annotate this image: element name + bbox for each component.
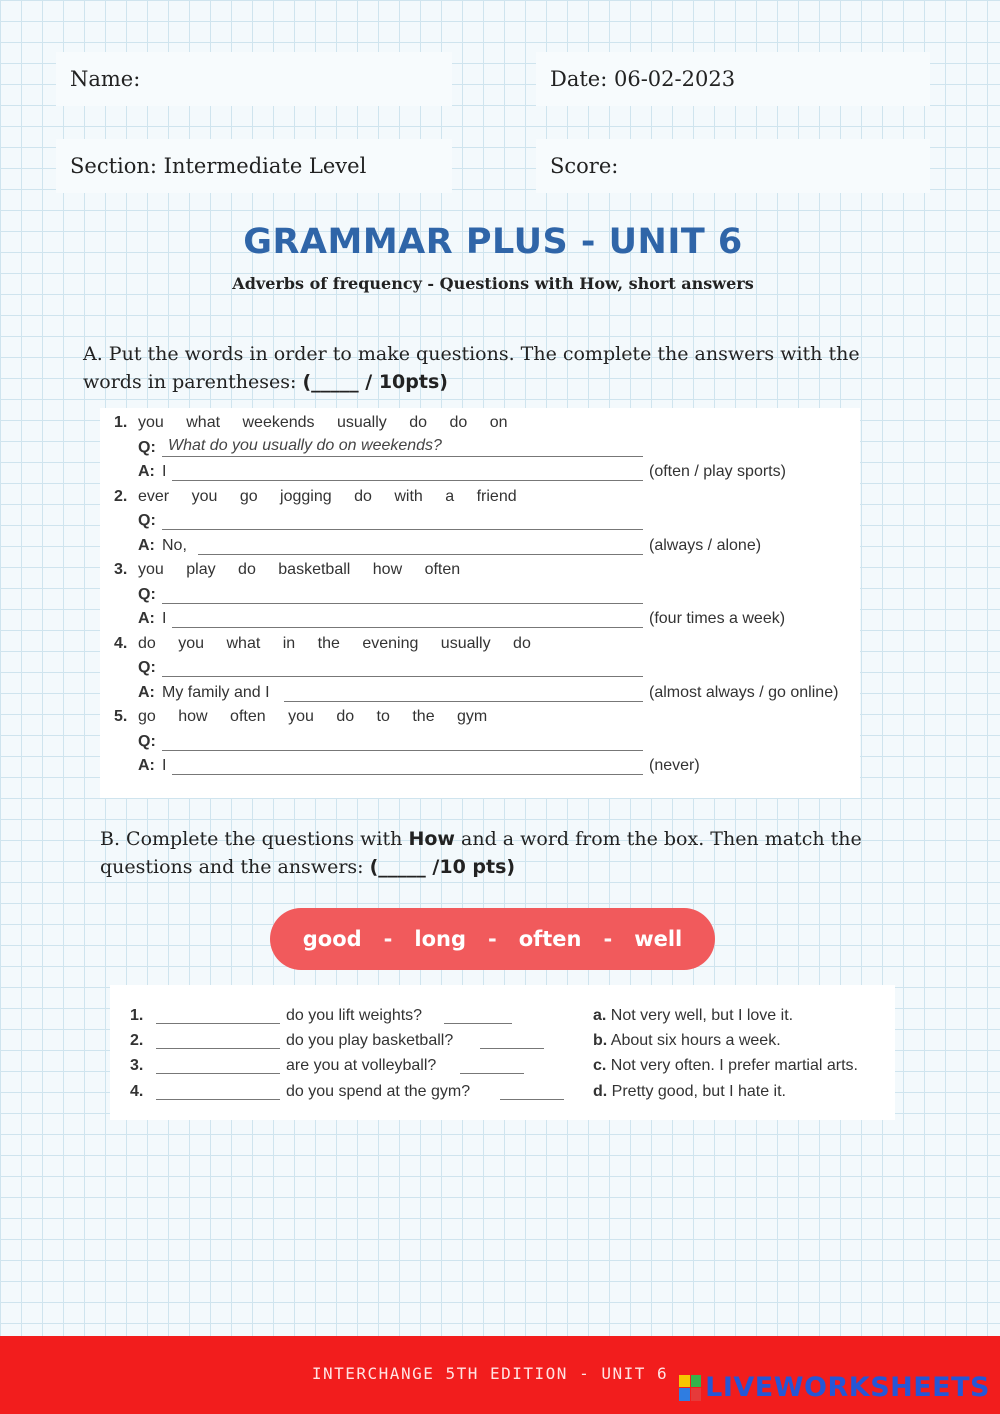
a-label: A: bbox=[138, 463, 155, 480]
brand-name: LIVEWORKSHEETS bbox=[705, 1372, 990, 1403]
section-b-instruction-pre: B. Complete the questions with bbox=[100, 828, 403, 850]
name-field[interactable] bbox=[56, 52, 452, 106]
question-row[interactable] bbox=[100, 512, 860, 534]
answer-line[interactable] bbox=[172, 480, 643, 481]
answer-hint: (often / play sports) bbox=[649, 463, 786, 480]
question-line[interactable] bbox=[162, 456, 643, 457]
question-line[interactable] bbox=[162, 676, 643, 677]
section-a-instruction-text: A. Put the words in order to make questions. The complete the answers with the words in parentheses: bbox=[83, 343, 860, 393]
question-text: do you play basketball? bbox=[286, 1032, 454, 1049]
answer-hint: (never) bbox=[649, 757, 700, 774]
item-number: 3. bbox=[114, 561, 128, 578]
section-b-instruction-post: and a word from the box. Then match the questions and the answers: bbox=[100, 828, 862, 878]
word-box-separator: - bbox=[383, 927, 393, 951]
a-label: A: bbox=[138, 757, 155, 774]
score-label: Score: bbox=[550, 154, 619, 178]
how-blank[interactable] bbox=[156, 1073, 280, 1074]
answer-text: Not very well, but I love it. bbox=[610, 1007, 794, 1024]
question-answer[interactable]: What do you usually do on weekends? bbox=[168, 437, 442, 454]
answer-line[interactable] bbox=[284, 701, 643, 702]
question-row[interactable] bbox=[100, 659, 860, 681]
answer-row[interactable] bbox=[100, 610, 860, 632]
item-words-row bbox=[100, 488, 860, 510]
item-number: 2. bbox=[114, 488, 128, 505]
item-words: do you what in the evening usually do bbox=[138, 635, 531, 652]
page-subtitle: Adverbs of frequency - Questions with How, short answers bbox=[232, 274, 754, 293]
question-row[interactable] bbox=[100, 586, 860, 608]
item-words: you play do basketball how often bbox=[138, 561, 461, 578]
answer-letter: d. bbox=[593, 1083, 608, 1100]
item-words: ever you go jogging do with a friend bbox=[138, 488, 517, 505]
how-blank[interactable] bbox=[156, 1099, 280, 1100]
item-words: you what weekends usually do do on bbox=[138, 414, 508, 431]
page-title: GRAMMAR PLUS - UNIT 6 bbox=[243, 222, 743, 262]
item-words-row bbox=[100, 561, 860, 583]
question-number: 1. bbox=[130, 1007, 144, 1024]
a-label: A: bbox=[138, 610, 155, 627]
q-label: Q: bbox=[138, 586, 156, 603]
question-text: do you spend at the gym? bbox=[286, 1083, 471, 1100]
match-row bbox=[110, 1007, 895, 1029]
answer-option bbox=[593, 1057, 858, 1075]
answer-letter: c. bbox=[593, 1057, 607, 1074]
answer-option bbox=[593, 1032, 781, 1050]
item-number: 4. bbox=[114, 635, 128, 652]
answer-prefix: I bbox=[162, 610, 167, 627]
brand-link[interactable] bbox=[679, 1372, 990, 1403]
section-b-score: (_____ /10 pts) bbox=[369, 856, 516, 878]
answer-row[interactable] bbox=[100, 463, 860, 485]
answer-row[interactable] bbox=[100, 537, 860, 559]
footer-text: INTERCHANGE 5TH EDITION - UNIT 6 bbox=[311, 1364, 669, 1383]
item-words-row bbox=[100, 708, 860, 730]
how-blank[interactable] bbox=[156, 1048, 280, 1049]
question-line[interactable] bbox=[162, 750, 643, 751]
answer-row[interactable] bbox=[100, 757, 860, 779]
question-number: 3. bbox=[130, 1057, 144, 1074]
date-label: Date: 06-02-2023 bbox=[550, 67, 736, 91]
word-box-separator: - bbox=[487, 927, 497, 951]
question-line[interactable] bbox=[162, 603, 643, 604]
footer bbox=[0, 1336, 1000, 1414]
word-box-item: long bbox=[414, 927, 466, 951]
section-a-instruction bbox=[83, 340, 883, 396]
item-number: 5. bbox=[114, 708, 128, 725]
answer-prefix: My family and I bbox=[162, 684, 270, 701]
section-field bbox=[56, 139, 452, 193]
liveworksheets-logo-icon bbox=[679, 1375, 701, 1401]
answer-option bbox=[593, 1083, 786, 1101]
question-row[interactable] bbox=[100, 439, 860, 461]
match-row bbox=[110, 1083, 895, 1105]
section-label: Section: Intermediate Level bbox=[70, 154, 367, 178]
answer-hint: (almost always / go online) bbox=[649, 684, 839, 701]
answer-hint: (always / alone) bbox=[649, 537, 762, 554]
q-label: Q: bbox=[138, 512, 156, 529]
question-line[interactable] bbox=[162, 529, 643, 530]
word-box-separator: - bbox=[603, 927, 613, 951]
answer-prefix: I bbox=[162, 757, 167, 774]
answer-option bbox=[593, 1007, 793, 1025]
score-field[interactable] bbox=[536, 139, 930, 193]
word-box bbox=[270, 908, 715, 970]
match-blank[interactable] bbox=[444, 1023, 512, 1024]
word-box-item: well bbox=[634, 927, 683, 951]
q-label: Q: bbox=[138, 659, 156, 676]
match-blank[interactable] bbox=[460, 1073, 524, 1074]
answer-row[interactable] bbox=[100, 684, 860, 706]
answer-letter: b. bbox=[593, 1032, 608, 1049]
answer-line[interactable] bbox=[172, 774, 643, 775]
a-label: A: bbox=[138, 684, 155, 701]
section-a-exercise bbox=[100, 408, 860, 798]
item-number: 1. bbox=[114, 414, 128, 431]
item-words-row bbox=[100, 414, 860, 436]
question-number: 4. bbox=[130, 1083, 144, 1100]
section-b-instruction-bold: How bbox=[408, 828, 455, 850]
answer-letter: a. bbox=[593, 1007, 607, 1024]
answer-text: Pretty good, but I hate it. bbox=[611, 1083, 786, 1100]
answer-hint: (four times a week) bbox=[649, 610, 786, 627]
match-row bbox=[110, 1057, 895, 1079]
answer-line[interactable] bbox=[198, 554, 643, 555]
answer-line[interactable] bbox=[172, 627, 643, 628]
section-a-score: (_____ / 10pts) bbox=[302, 371, 448, 393]
answer-text: Not very often. I prefer martial arts. bbox=[610, 1057, 858, 1074]
a-label: A: bbox=[138, 537, 155, 554]
q-label: Q: bbox=[138, 439, 156, 456]
word-box-item: good bbox=[302, 927, 362, 951]
section-b-exercise bbox=[110, 985, 895, 1120]
q-label: Q: bbox=[138, 733, 156, 750]
date-field bbox=[536, 52, 930, 106]
how-blank[interactable] bbox=[156, 1023, 280, 1024]
name-label: Name: bbox=[70, 67, 141, 91]
match-blank[interactable] bbox=[500, 1099, 564, 1100]
match-row bbox=[110, 1032, 895, 1054]
answer-prefix: I bbox=[162, 463, 167, 480]
question-text: do you lift weights? bbox=[286, 1007, 423, 1024]
question-number: 2. bbox=[130, 1032, 144, 1049]
item-words: go how often you do to the gym bbox=[138, 708, 488, 725]
word-box-item: often bbox=[518, 927, 582, 951]
answer-text: About six hours a week. bbox=[610, 1032, 781, 1049]
section-b-instruction bbox=[100, 825, 900, 881]
answer-prefix: No, bbox=[162, 537, 187, 554]
question-row[interactable] bbox=[100, 733, 860, 755]
match-blank[interactable] bbox=[480, 1048, 544, 1049]
item-words-row bbox=[100, 635, 860, 657]
question-text: are you at volleyball? bbox=[286, 1057, 437, 1074]
